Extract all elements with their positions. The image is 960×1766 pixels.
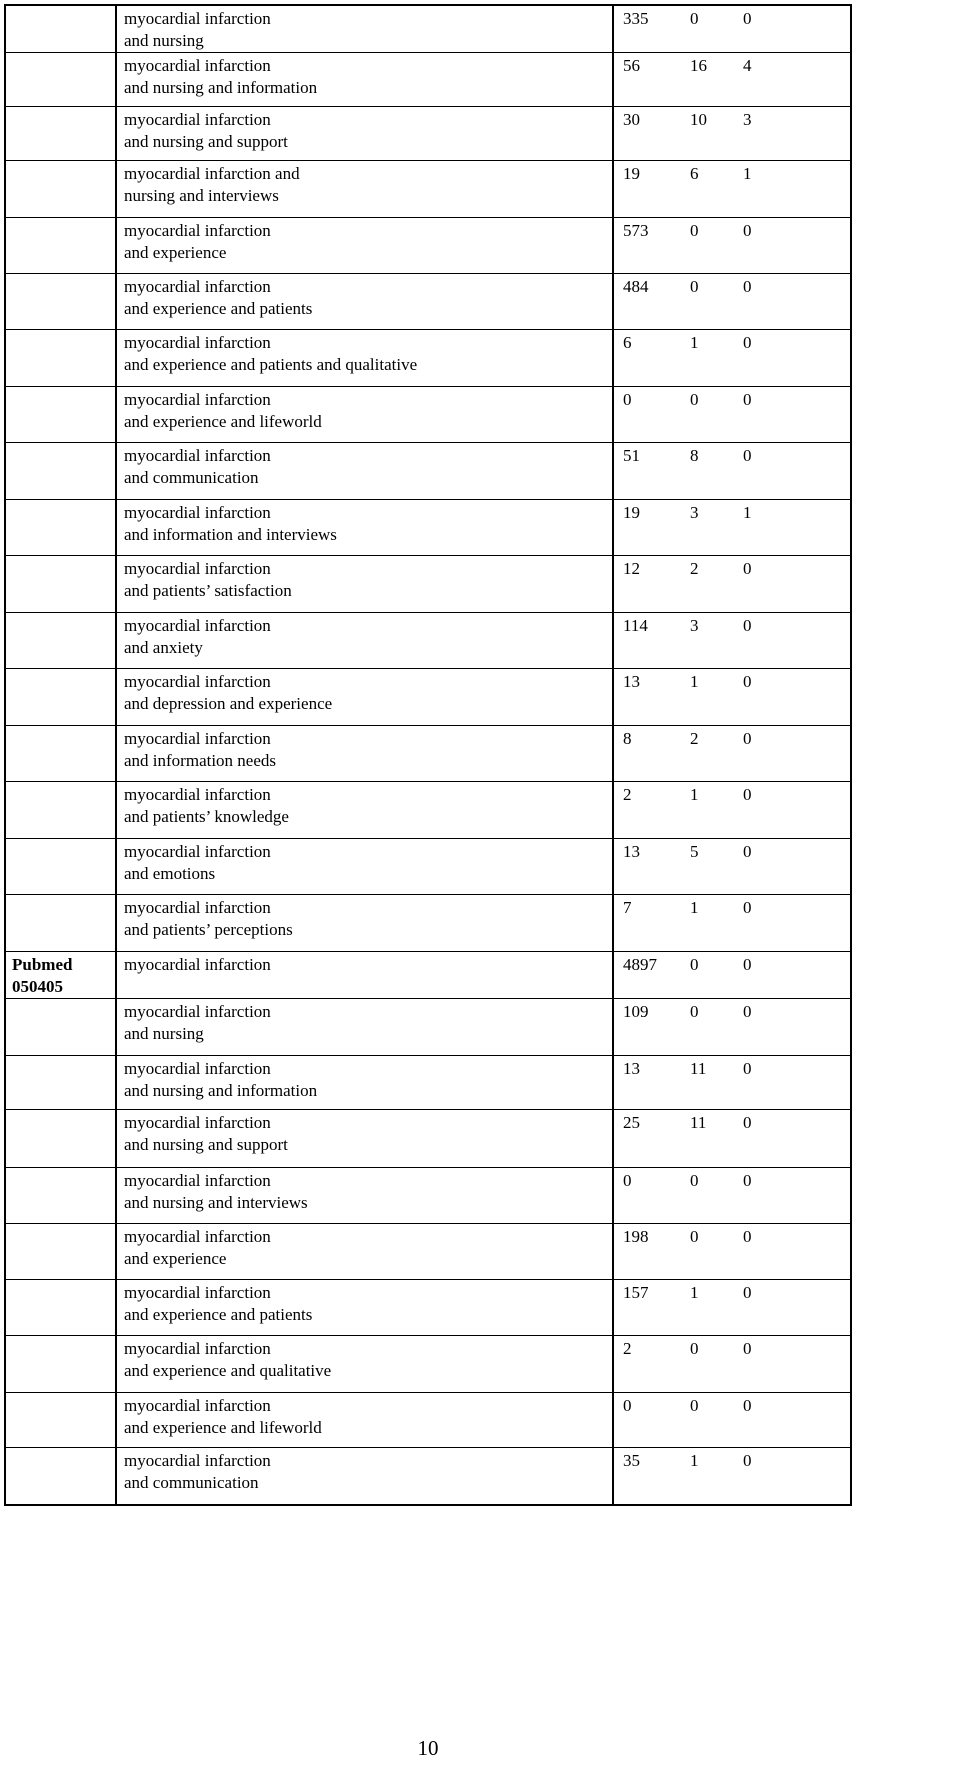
search-term-cell	[117, 500, 614, 555]
hit-count-value: 7	[623, 898, 632, 917]
hit-count-value: 13	[623, 1059, 640, 1078]
search-term-line: and nursing and support	[124, 1135, 288, 1154]
hit-count-value: 0	[690, 277, 699, 296]
table-row	[6, 555, 850, 612]
hit-count-value: 0	[690, 955, 699, 974]
search-term-cell	[117, 1110, 614, 1167]
hit-count-value: 109	[623, 1002, 649, 1021]
table-row	[6, 6, 850, 52]
hit-count-value: 2	[690, 559, 699, 578]
hit-count-value: 1	[743, 164, 752, 183]
hit-count-value: 13	[623, 672, 640, 691]
hit-counts-cell	[614, 726, 850, 781]
hit-count-value: 0	[743, 1002, 752, 1021]
search-term-line: and nursing and information	[124, 78, 318, 97]
hit-count-value: 0	[743, 9, 752, 28]
table-row	[6, 217, 850, 273]
search-term-cell	[117, 669, 614, 725]
search-term-line: and patients’ perceptions	[124, 920, 293, 939]
search-term-cell	[117, 161, 614, 217]
hit-count-value: 11	[690, 1113, 707, 1132]
hit-count-value: 573	[623, 221, 649, 240]
search-term-line: and patients’ satisfaction	[124, 581, 292, 600]
hit-count-value: 0	[690, 1339, 699, 1358]
search-term-line: nursing and interviews	[124, 186, 279, 205]
table-row	[6, 160, 850, 217]
hit-count-value: 35	[623, 1451, 640, 1470]
search-term-line: and experience	[124, 1249, 227, 1268]
search-term-cell	[117, 613, 614, 668]
database-cell	[6, 53, 117, 106]
hit-count-value: 0	[743, 1227, 752, 1246]
database-cell	[6, 6, 117, 52]
hit-count-value: 0	[743, 1451, 752, 1470]
database-cell	[6, 330, 117, 386]
table-row	[6, 894, 850, 951]
hit-counts-cell	[614, 1393, 850, 1447]
search-term-line: myocardial infarction	[124, 1451, 271, 1470]
database-cell	[6, 613, 117, 668]
table-row	[6, 1055, 850, 1109]
hit-count-value: 0	[690, 1396, 699, 1415]
hit-count-value: 56	[623, 56, 640, 75]
search-term-line: myocardial infarction and	[124, 164, 300, 183]
hit-counts-cell	[614, 782, 850, 838]
hit-count-value: 0	[743, 1283, 752, 1302]
hit-counts-cell	[614, 1224, 850, 1279]
hit-count-value: 1	[690, 898, 699, 917]
search-term-line: myocardial infarction	[124, 503, 271, 522]
hit-count-value: 0	[690, 1227, 699, 1246]
hit-counts-cell	[614, 839, 850, 894]
hit-count-value: 10	[690, 110, 707, 129]
search-term-cell	[117, 6, 614, 52]
hit-count-value: 1	[690, 672, 699, 691]
table-row	[6, 1447, 850, 1504]
search-term-line: myocardial infarction	[124, 616, 271, 635]
search-term-line: myocardial infarction	[124, 446, 271, 465]
database-cell	[6, 1336, 117, 1392]
search-term-line: and communication	[124, 1473, 259, 1492]
search-term-line: and information needs	[124, 751, 277, 770]
search-term-cell	[117, 839, 614, 894]
table-row	[6, 998, 850, 1055]
table-row	[6, 1167, 850, 1223]
database-cell	[6, 839, 117, 894]
database-cell	[6, 726, 117, 781]
database-cell	[6, 1393, 117, 1447]
hit-count-value: 0	[743, 1059, 752, 1078]
database-cell	[6, 1056, 117, 1109]
search-term-line: and nursing and support	[124, 132, 288, 151]
hit-counts-cell	[614, 669, 850, 725]
hit-counts-cell	[614, 500, 850, 555]
table-row	[6, 951, 850, 998]
hit-count-value: 5	[690, 842, 699, 861]
search-term-cell	[117, 274, 614, 329]
hit-count-value: 0	[743, 616, 752, 635]
hit-count-value: 1	[690, 1283, 699, 1302]
search-term-cell	[117, 1224, 614, 1279]
table-row	[6, 781, 850, 838]
hit-counts-cell	[614, 6, 850, 52]
table-row	[6, 612, 850, 668]
search-term-cell	[117, 330, 614, 386]
search-term-line: myocardial infarction	[124, 9, 271, 28]
table-row	[6, 1223, 850, 1279]
hit-count-value: 114	[623, 616, 648, 635]
database-cell	[6, 500, 117, 555]
search-term-cell	[117, 1168, 614, 1223]
table-row	[6, 1279, 850, 1335]
search-term-line: myocardial infarction	[124, 898, 271, 917]
hit-count-value: 0	[743, 446, 752, 465]
search-term-line: myocardial infarction	[124, 110, 271, 129]
table-row	[6, 1109, 850, 1167]
search-term-line: and nursing and information	[124, 1081, 318, 1100]
hit-count-value: 0	[623, 390, 632, 409]
hit-count-value: 0	[743, 729, 752, 748]
hit-count-value: 0	[743, 277, 752, 296]
hit-count-value: 25	[623, 1113, 640, 1132]
hit-count-value: 0	[690, 390, 699, 409]
database-cell	[6, 952, 117, 998]
database-cell	[6, 556, 117, 612]
hit-counts-cell	[614, 330, 850, 386]
search-term-cell	[117, 218, 614, 273]
database-cell	[6, 443, 117, 499]
table-row	[6, 725, 850, 781]
hit-count-value: 8	[690, 446, 699, 465]
hit-counts-cell	[614, 1110, 850, 1167]
hit-count-value: 335	[623, 9, 649, 28]
search-term-line: myocardial infarction	[124, 221, 271, 240]
hit-count-value: 2	[623, 1339, 632, 1358]
hit-counts-cell	[614, 1280, 850, 1335]
search-term-cell	[117, 107, 614, 160]
search-term-cell	[117, 53, 614, 106]
search-term-line: myocardial infarction	[124, 390, 271, 409]
hit-count-value: 0	[743, 1396, 752, 1415]
search-term-line: and experience and lifeworld	[124, 412, 322, 431]
search-term-line: myocardial infarction	[124, 1171, 271, 1190]
hit-counts-cell	[614, 952, 850, 998]
hit-count-value: 0	[743, 1339, 752, 1358]
table-row	[6, 106, 850, 160]
hit-counts-cell	[614, 53, 850, 106]
search-term-cell	[117, 726, 614, 781]
search-term-cell	[117, 443, 614, 499]
hit-count-value: 8	[623, 729, 632, 748]
search-term-line: and nursing	[124, 1024, 204, 1043]
database-cell	[6, 669, 117, 725]
search-term-line: and emotions	[124, 864, 216, 883]
search-term-line: myocardial infarction	[124, 333, 271, 352]
hit-count-value: 12	[623, 559, 640, 578]
search-term-line: myocardial infarction	[124, 842, 271, 861]
search-term-line: myocardial infarction	[124, 1283, 271, 1302]
hit-count-value: 0	[743, 955, 752, 974]
search-term-line: myocardial infarction	[124, 672, 271, 691]
hit-counts-cell	[614, 556, 850, 612]
hit-count-value: 30	[623, 110, 640, 129]
hit-count-value: 157	[623, 1283, 649, 1302]
search-term-line: and depression and experience	[124, 694, 333, 713]
search-term-line: myocardial infarction	[124, 1339, 271, 1358]
hit-count-value: 198	[623, 1227, 649, 1246]
search-term-line: myocardial infarction	[124, 785, 271, 804]
hit-counts-cell	[614, 1168, 850, 1223]
search-term-line: and nursing and interviews	[124, 1193, 308, 1212]
table-row	[6, 273, 850, 329]
hit-count-value: 0	[690, 1171, 699, 1190]
database-cell	[6, 782, 117, 838]
table-row	[6, 386, 850, 442]
search-term-line: and experience and patients	[124, 1305, 313, 1324]
hit-count-value: 16	[690, 56, 707, 75]
search-term-line: myocardial infarction	[124, 955, 271, 974]
search-term-line: myocardial infarction	[124, 729, 271, 748]
search-term-line: myocardial infarction	[124, 277, 271, 296]
database-cell	[6, 999, 117, 1055]
table-row	[6, 52, 850, 106]
hit-count-value: 0	[743, 1171, 752, 1190]
search-term-line: and anxiety	[124, 638, 203, 657]
hit-count-value: 0	[690, 1002, 699, 1021]
hit-counts-cell	[614, 1056, 850, 1109]
search-term-line: and experience and qualitative	[124, 1361, 332, 1380]
hit-count-value: 0	[743, 559, 752, 578]
table-row	[6, 499, 850, 555]
hit-count-value: 1	[690, 785, 699, 804]
hit-count-value: 0	[743, 1113, 752, 1132]
hit-counts-cell	[614, 107, 850, 160]
search-term-cell	[117, 1280, 614, 1335]
search-term-cell	[117, 1448, 614, 1504]
search-term-cell	[117, 1056, 614, 1109]
database-label-line: Pubmed	[12, 955, 73, 974]
search-term-cell	[117, 999, 614, 1055]
hit-count-value: 0	[743, 785, 752, 804]
hit-counts-cell	[614, 1448, 850, 1504]
search-term-line: and experience and patients	[124, 299, 313, 318]
search-term-line: and patients’ knowledge	[124, 807, 289, 826]
hit-counts-cell	[614, 1336, 850, 1392]
hit-count-value: 19	[623, 164, 640, 183]
hit-count-value: 0	[743, 390, 752, 409]
database-cell	[6, 895, 117, 951]
database-cell	[6, 218, 117, 273]
hit-count-value: 11	[690, 1059, 707, 1078]
table-row	[6, 1335, 850, 1392]
hit-counts-cell	[614, 161, 850, 217]
search-term-line: and experience and patients and qualitative	[124, 355, 418, 374]
hit-counts-cell	[614, 387, 850, 442]
search-results-table	[4, 4, 852, 1506]
search-term-cell	[117, 1393, 614, 1447]
hit-count-value: 2	[623, 785, 632, 804]
hit-count-value: 0	[623, 1396, 632, 1415]
hit-count-value: 0	[743, 333, 752, 352]
hit-count-value: 13	[623, 842, 640, 861]
search-term-line: myocardial infarction	[124, 1059, 271, 1078]
search-term-cell	[117, 1336, 614, 1392]
hit-count-value: 0	[623, 1171, 632, 1190]
hit-count-value: 1	[690, 333, 699, 352]
search-term-line: myocardial infarction	[124, 1396, 271, 1415]
hit-count-value: 3	[743, 110, 752, 129]
hit-count-value: 6	[623, 333, 632, 352]
hit-count-value: 4	[743, 56, 752, 75]
database-cell	[6, 1224, 117, 1279]
hit-count-value: 2	[690, 729, 699, 748]
database-cell	[6, 387, 117, 442]
database-cell	[6, 107, 117, 160]
search-term-line: myocardial infarction	[124, 1002, 271, 1021]
hit-count-value: 484	[623, 277, 649, 296]
search-term-line: myocardial infarction	[124, 1227, 271, 1246]
database-cell	[6, 1168, 117, 1223]
database-cell	[6, 1110, 117, 1167]
hit-count-value: 3	[690, 616, 699, 635]
hit-count-value: 1	[690, 1451, 699, 1470]
database-cell	[6, 274, 117, 329]
table-row	[6, 838, 850, 894]
search-term-line: and communication	[124, 468, 259, 487]
hit-count-value: 0	[743, 672, 752, 691]
search-term-line: myocardial infarction	[124, 56, 271, 75]
table-row	[6, 1392, 850, 1447]
database-label-line: 050405	[12, 977, 63, 996]
search-term-line: and nursing	[124, 31, 204, 50]
hit-counts-cell	[614, 443, 850, 499]
search-term-cell	[117, 556, 614, 612]
hit-count-value: 51	[623, 446, 640, 465]
hit-count-value: 4897	[623, 955, 657, 974]
hit-count-value: 6	[690, 164, 699, 183]
search-term-cell	[117, 952, 614, 998]
database-cell	[6, 1280, 117, 1335]
hit-count-value: 3	[690, 503, 699, 522]
table-row	[6, 442, 850, 499]
hit-count-value: 19	[623, 503, 640, 522]
table-row	[6, 329, 850, 386]
hit-count-value: 0	[690, 221, 699, 240]
table-row	[6, 668, 850, 725]
hit-count-value: 1	[743, 503, 752, 522]
search-term-cell	[117, 782, 614, 838]
hit-counts-cell	[614, 613, 850, 668]
search-term-line: and information and interviews	[124, 525, 337, 544]
search-term-line: myocardial infarction	[124, 1113, 271, 1132]
hit-count-value: 0	[690, 9, 699, 28]
database-cell	[6, 161, 117, 217]
database-cell	[6, 1448, 117, 1504]
page-number: 10	[417, 1736, 439, 1760]
search-term-line: and experience	[124, 243, 227, 262]
hit-counts-cell	[614, 274, 850, 329]
search-term-cell	[117, 387, 614, 442]
search-term-cell	[117, 895, 614, 951]
hit-counts-cell	[614, 999, 850, 1055]
search-term-line: myocardial infarction	[124, 559, 271, 578]
hit-count-value: 0	[743, 898, 752, 917]
hit-counts-cell	[614, 895, 850, 951]
hit-counts-cell	[614, 218, 850, 273]
hit-count-value: 0	[743, 221, 752, 240]
search-term-line: and experience and lifeworld	[124, 1418, 322, 1437]
hit-count-value: 0	[743, 842, 752, 861]
